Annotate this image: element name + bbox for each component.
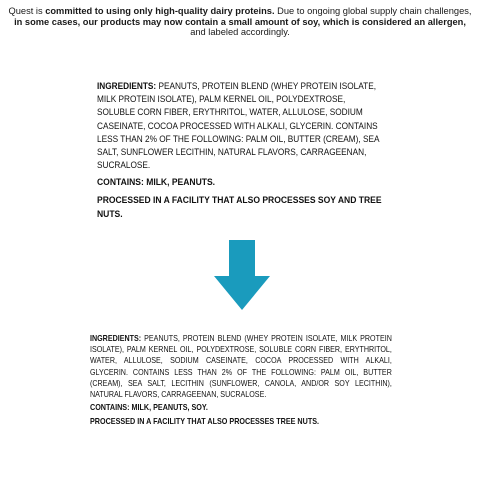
old-ingredients-body [97, 80, 385, 172]
notice-text-3: and labeled accordingly. [190, 27, 290, 38]
notice-text-2: Due to ongoing global supply chain challenges, [274, 6, 472, 16]
notice-text-1: Quest is [8, 6, 46, 16]
down-arrow-icon [214, 240, 270, 310]
old-ingredients-heading: INGREDIENTS: [97, 81, 157, 91]
old-ingredients-label [97, 80, 385, 221]
notice-emphasis-2: in some cases, our products may now contain a small amount of soy, which is considered an allergen, [14, 16, 466, 27]
old-facility-statement: PROCESSED IN A FACILITY THAT ALSO PROCESSES SOY AND TREE NUTS. [97, 195, 382, 220]
old-contains-statement: CONTAINS: MILK, PEANUTS. [97, 177, 216, 188]
new-ingredients-heading: INGREDIENTS: [90, 333, 142, 343]
down-arrow-shape [214, 240, 270, 310]
new-ingredients-body [90, 333, 392, 400]
new-ingredients-text: PEANUTS, PROTEIN BLEND (WHEY PROTEIN ISOLATE, MILK PROTEIN ISOLATE), PALM KERNEL OIL, POLYDEXTROSE, SOLUBLE CORN FIBER, ERYTHRITOL, WATER, ALLULOSE, SODIUM CASEINATE, COCOA PROCESSED WITH ALKALI, GLYCERIN. CONTAINS LESS THAN 2% OF THE FOLLOWING: PALM OIL, BUTTER (CREAM), SEA SALT, LECITHIN (SUNFLOWER, CANOLA, AND/OR SOY LECITHIN), NATURAL FLAVORS, CARRAGEENAN, SUCRALOSE. [90, 333, 392, 400]
new-contains-statement: CONTAINS: MILK, PEANUTS, SOY. [90, 402, 208, 413]
allergen-notice [8, 6, 472, 38]
new-facility-statement: PROCESSED IN A FACILITY THAT ALSO PROCESSES TREE NUTS. [90, 416, 320, 427]
old-ingredients-text: PEANUTS, PROTEIN BLEND (WHEY PROTEIN ISOLATE, MILK PROTEIN ISOLATE), PALM KERNEL OIL, POLYDEXTROSE, SOLUBLE CORN FIBER, ERYTHRITOL, WATER, ALLULOSE, SODIUM CASEINATE, COCOA PROCESSED WITH ALKALI, GLYCERIN. CONTAINS LESS THAN 2% OF THE FOLLOWING: PALM OIL, BUTTER (CREAM), SEA SALT, SUNFLOWER LECITHIN, NATURAL FLAVORS, CARRAGEENAN, SUCRALOSE. [97, 81, 380, 171]
new-ingredients-label [90, 333, 392, 426]
notice-emphasis-1: committed to using only high-quality dairy proteins. [45, 6, 275, 16]
